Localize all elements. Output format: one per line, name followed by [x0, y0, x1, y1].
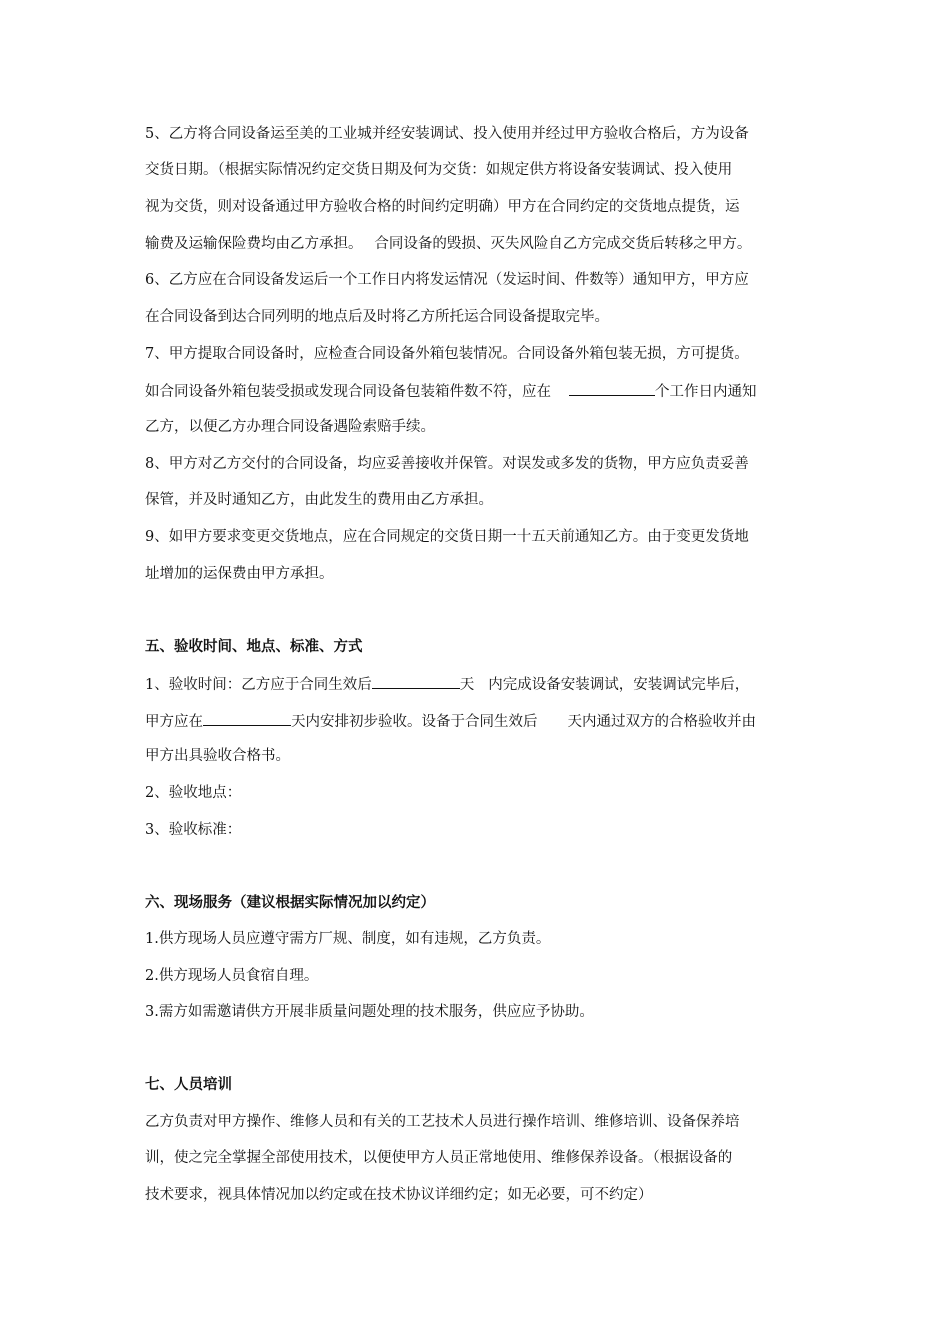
clause-5-line-4: 输费及运输保险费均由乙方承担。 合同设备的毁损、灭失风险自乙方完成交货后转移之甲方。: [145, 236, 752, 252]
section-7-heading: 七、人员培训: [145, 1076, 232, 1093]
onsite-service-3: 3.需方如需邀请供方开展非质量问题处理的技术服务，供应应予协助。: [145, 1004, 594, 1020]
acceptance-standard: 3、验收标准：: [145, 822, 242, 838]
acceptance-clause-1-text-d: 甲方应在: [145, 714, 203, 730]
clause-9-line-2: 址增加的运保费由甲方承担。: [145, 566, 334, 582]
clause-7-line-3: 乙方，以便乙方办理合同设备遇险索赔手续。: [145, 419, 435, 435]
clause-5-line-2: 交货日期。（根据实际情况约定交货日期及何为交货：如规定供方将设备安装调试、投入使用: [145, 162, 733, 178]
section-6-heading: 六、现场服务（建议根据实际情况加以约定）: [145, 894, 435, 911]
fill-in-blank-install-days[interactable]: [372, 673, 460, 689]
clause-8-line-1: 8、甲方对乙方交付的合同设备，均应妥善接收并保管。对误发或多发的货物，甲方应负责妥善: [145, 456, 749, 472]
acceptance-clause-1-text-c: 内完成设备安装调试，安装调试完毕后，: [488, 677, 750, 693]
onsite-service-2: 2.供方现场人员食宿自理。: [145, 968, 319, 984]
acceptance-clause-1-text-a: 1、验收时间：乙方应于合同生效后: [145, 677, 372, 693]
training-line-1: 乙方负责对甲方操作、维修人员和有关的工艺技术人员进行操作培训、维修培训、设备保养培: [145, 1114, 740, 1130]
clause-8-line-2: 保管，并及时通知乙方，由此发生的费用由乙方承担。: [145, 492, 493, 508]
clause-5-line-3: 视为交货，则对设备通过甲方验收合格的时间约定明确）甲方在合同约定的交货地点提货，运: [145, 199, 740, 215]
clause-5-line-1: 5、乙方将合同设备运至美的工业城并经安装调试、投入使用并经过甲方验收合格后，方为设备: [145, 126, 749, 142]
acceptance-clause-1-line-1: [145, 673, 749, 695]
training-line-3: 技术要求，视具体情况加以约定或在技术协议详细约定；如无必要，可不约定）: [145, 1187, 653, 1203]
acceptance-clause-1-line-3: 甲方出具验收合格书。: [145, 748, 290, 764]
clause-6-line-1: 6、乙方应在合同设备发运后一个工作日内将发运情况（发运时间、件数等）通知甲方，甲方应: [145, 272, 749, 288]
clause-7-line-1: 7、甲方提取合同设备时，应检查合同设备外箱包装情况。合同设备外箱包装无损，方可提货。: [145, 346, 749, 362]
clause-7-line-2: [145, 380, 757, 402]
acceptance-clause-1-text-e: 天内安排初步验收。设备于合同生效后: [291, 714, 538, 730]
fill-in-blank-inspection-days[interactable]: [203, 710, 291, 726]
acceptance-clause-1-line-2: [145, 710, 756, 732]
clause-7-line-2-text-b: 个工作日内通知: [655, 384, 757, 400]
clause-9-line-1: 9、如甲方要求变更交货地点，应在合同规定的交货日期一十五天前通知乙方。由于变更发货地: [145, 529, 749, 545]
section-5-heading: 五、验收时间、地点、标准、方式: [145, 638, 363, 655]
acceptance-location: 2、验收地点：: [145, 785, 242, 801]
clause-6-line-2: 在合同设备到达合同列明的地点后及时将乙方所托运合同设备提取完毕。: [145, 309, 609, 325]
fill-in-blank-workdays[interactable]: [569, 380, 655, 396]
clause-7-line-2-text-a: 如合同设备外箱包装受损或发现合同设备包装箱件数不符，应在: [145, 384, 551, 400]
acceptance-clause-1-text-f: 天内通过双方的合格验收并由: [567, 714, 756, 730]
training-line-2: 训，使之完全掌握全部使用技术，以便使甲方人员正常地使用、维修保养设备。（根据设备的: [145, 1150, 733, 1166]
acceptance-clause-1-text-b: 天: [459, 677, 475, 693]
onsite-service-1: 1.供方现场人员应遵守需方厂规、制度，如有违规，乙方负责。: [145, 931, 551, 947]
